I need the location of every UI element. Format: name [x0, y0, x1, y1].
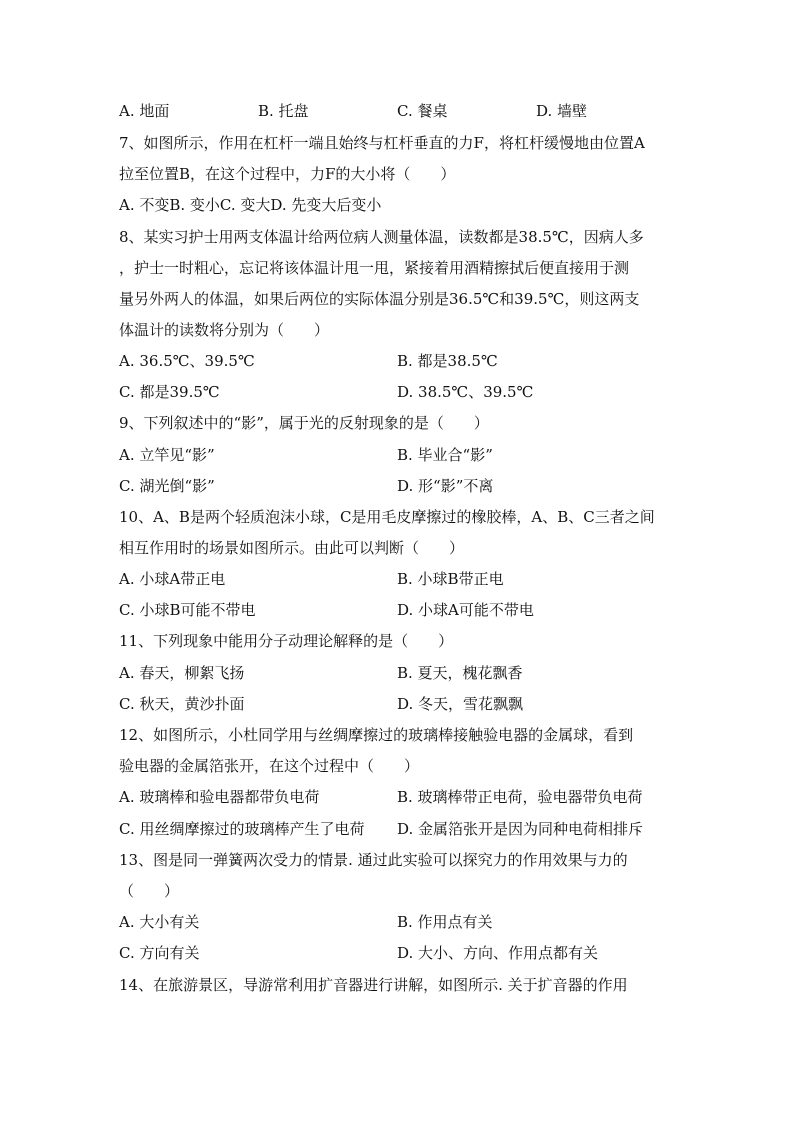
q10-option-a: A. 小球A带正电: [119, 570, 226, 588]
q14-stem-line-1: 14、在旅游景区，导游常利用扩音器进行讲解，如图所示. 关于扩音器的作用: [119, 976, 628, 994]
q11-option-b: B. 夏天，槐花飘香: [397, 664, 523, 682]
q12-option-c: C. 用丝绸摩擦过的玻璃棒产生了电荷: [119, 820, 365, 838]
q9-option-d: D. 形“影”不离: [397, 477, 494, 495]
q10-option-b: B. 小球B带正电: [397, 570, 504, 588]
q11-stem-line-1: 11、下列现象中能用分子动理论解释的是（ ）: [119, 632, 454, 650]
q13-stem-line-2: （ ）: [119, 882, 180, 900]
q8-option-b: B. 都是38.5℃: [397, 352, 498, 370]
q8-stem-line-3: 量另外两人的体温，如果后两位的实际体温分别是36.5℃和39.5℃，则这两支: [119, 290, 640, 308]
q11-option-a: A. 春天，柳絮飞扬: [119, 664, 245, 682]
q11-option-d: D. 冬天，雪花飘飘: [397, 695, 524, 713]
q8-option-c: C. 都是39.5℃: [119, 383, 220, 401]
q8-option-a: A. 36.5℃、39.5℃: [119, 352, 255, 370]
q12-stem-line-1: 12、如图所示，小杜同学用与丝绸摩擦过的玻璃棒接触验电器的金属球，看到: [119, 726, 634, 744]
q8-stem-line-1: 8、某实习护士用两支体温计给两位病人测量体温，读数都是38.5℃，因病人多: [119, 228, 644, 246]
q13-option-a: A. 大小有关: [119, 913, 200, 931]
q9-stem-line-1: 9、下列叙述中的“影”，属于光的反射现象的是（ ）: [119, 414, 489, 432]
q6-option-d: D. 墙壁: [536, 102, 588, 120]
q13-stem-line-1: 13、图是同一弹簧两次受力的情景. 通过此实验可以探究力的作用效果与力的: [119, 851, 628, 869]
q10-stem-line-1: 10、A、B是两个轻质泡沫小球，C是用毛皮摩擦过的橡胶棒，A、B、C三者之间: [119, 508, 655, 526]
q10-option-c: C. 小球B可能不带电: [119, 601, 256, 619]
q9-option-b: B. 毕业合“影”: [397, 446, 493, 464]
q12-option-d: D. 金属箔张开是因为同种电荷相排斥: [397, 820, 644, 838]
q12-stem-line-2: 验电器的金属箔张开，在这个过程中（ ）: [119, 757, 420, 775]
q8-option-d: D. 38.5℃、39.5℃: [397, 383, 534, 401]
q10-stem-line-2: 相互作用时的场景如图所示。由此可以判断（ ）: [119, 539, 465, 557]
q12-option-b: B. 玻璃棒带正电荷，验电器带负电荷: [397, 788, 643, 806]
q6-option-b: B. 托盘: [258, 102, 309, 120]
q13-option-c: C. 方向有关: [119, 944, 200, 962]
q8-stem-line-2: ，护士一时粗心，忘记将该体温计甩一甩，紧接着用酒精擦拭后便直接用于测: [119, 259, 630, 277]
q11-option-c: C. 秋天，黄沙扑面: [119, 695, 245, 713]
q9-option-a: A. 立竿见“影”: [119, 446, 215, 464]
q10-option-d: D. 小球A可能不带电: [397, 601, 534, 619]
q9-option-c: C. 湖光倒“影”: [119, 477, 215, 495]
q8-stem-line-4: 体温计的读数将分别为（ ）: [119, 321, 330, 339]
q6-option-a: A. 地面: [119, 102, 170, 120]
q13-option-d: D. 大小、方向、作用点都有关: [397, 944, 599, 962]
q12-option-a: A. 玻璃棒和验电器都带负电荷: [119, 788, 320, 806]
q13-option-b: B. 作用点有关: [397, 913, 493, 931]
q7-stem-line-2: 拉至位置B，在这个过程中，力F的大小将（ ）: [119, 165, 456, 183]
q7-stem-line-1: 7、如图所示，作用在杠杆一端且始终与杠杆垂直的力F，将杠杆缓慢地由位置A: [119, 134, 645, 152]
q7-options: A. 不变B. 变小C. 变大D. 先变大后变小: [119, 196, 382, 214]
q6-option-c: C. 餐桌: [397, 102, 448, 120]
